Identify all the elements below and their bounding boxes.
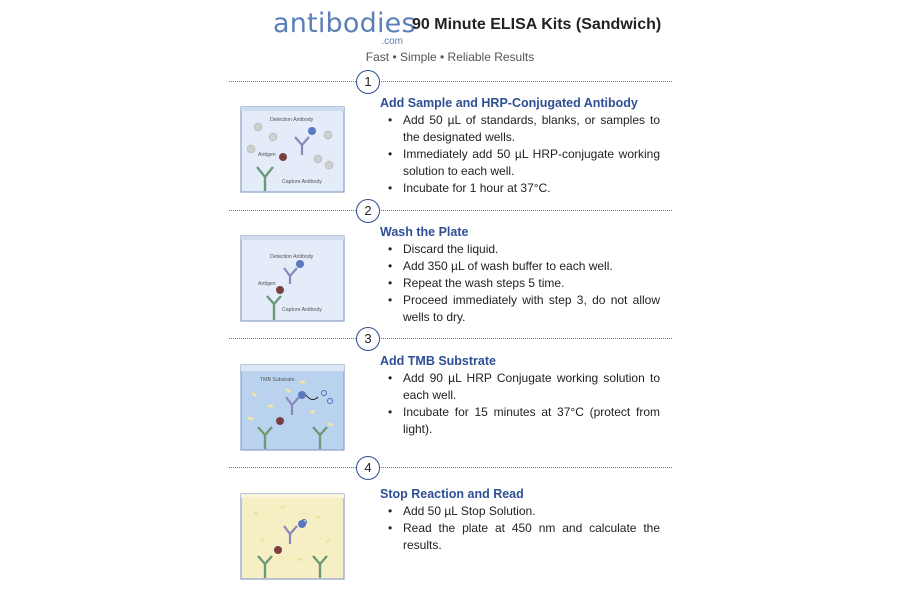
page-subtitle: Fast • Simple • Reliable Results (365, 50, 535, 64)
step-1-divider (229, 81, 672, 82)
antigen-label: Antigen (258, 281, 276, 287)
step-2-divider (229, 210, 672, 211)
step-2-number: 2 (356, 199, 380, 223)
step-1-bullets (388, 112, 660, 197)
step-4-number: 4 (356, 456, 380, 480)
step-2-title: Wash the Plate (380, 225, 469, 239)
antibodies-logo (273, 8, 416, 47)
step-1-well-illustration (240, 101, 345, 193)
step-3-well-illustration (240, 359, 345, 451)
step-3-bullet-2: • Incubate for 15 minutes at 37°C (protect from light). (388, 404, 660, 438)
step-4-bullet-2: • Read the plate at 450 nm and calculate the results. (388, 520, 660, 554)
step-2-bullet-2: • Add 350 µL of wash buffer to each well. (388, 258, 660, 275)
step-3-number: 3 (356, 327, 380, 351)
step-4-bullet-1: • Add 50 µL Stop Solution. (388, 503, 660, 520)
step-2-bullets (388, 241, 660, 326)
step-1-bullet-1: • Add 50 µL of standards, blanks, or samples to the designated wells. (388, 112, 660, 146)
step-2-well-illustration (240, 230, 345, 322)
capture-antibody-label: Capture Antibody (282, 307, 322, 313)
step-1-title: Add Sample and HRP-Conjugated Antibody (380, 96, 638, 110)
step-4-divider (229, 467, 672, 468)
tmb-substrate-label: TMB Substrate (260, 377, 295, 383)
logo-suffix: .com (381, 36, 403, 47)
page-title: 90 Minute ELISA Kits (Sandwich) (412, 16, 662, 33)
capture-antibody-label: Capture Antibody (282, 179, 322, 185)
step-1-bullet-3: • Incubate for 1 hour at 37°C. (388, 180, 660, 197)
logo-wordmark: antibodies (273, 8, 416, 39)
step-4-title: Stop Reaction and Read (380, 487, 524, 501)
step-3-bullet-1: • Add 90 µL HRP Conjugate working solution to each well. (388, 370, 660, 404)
antigen-label: Antigen (258, 152, 276, 158)
detection-antibody-label: Detection Antibody (270, 254, 314, 260)
detection-antibody-label: Detection Antibody (270, 117, 314, 123)
step-3-title: Add TMB Substrate (380, 354, 496, 368)
step-4-bullets (388, 503, 660, 554)
step-4-well-illustration (240, 488, 345, 580)
step-2-bullet-4: • Proceed immediately with step 3, do not allow wells to dry. (388, 292, 660, 326)
step-2-bullet-3: • Repeat the wash steps 5 time. (388, 275, 660, 292)
step-3-divider (229, 338, 672, 339)
step-3-bullets (388, 370, 660, 438)
step-1-number: 1 (356, 70, 380, 94)
step-2-bullet-1: • Discard the liquid. (388, 241, 660, 258)
step-1-bullet-2: • Immediately add 50 µL HRP-conjugate working solution to each well. (388, 146, 660, 180)
